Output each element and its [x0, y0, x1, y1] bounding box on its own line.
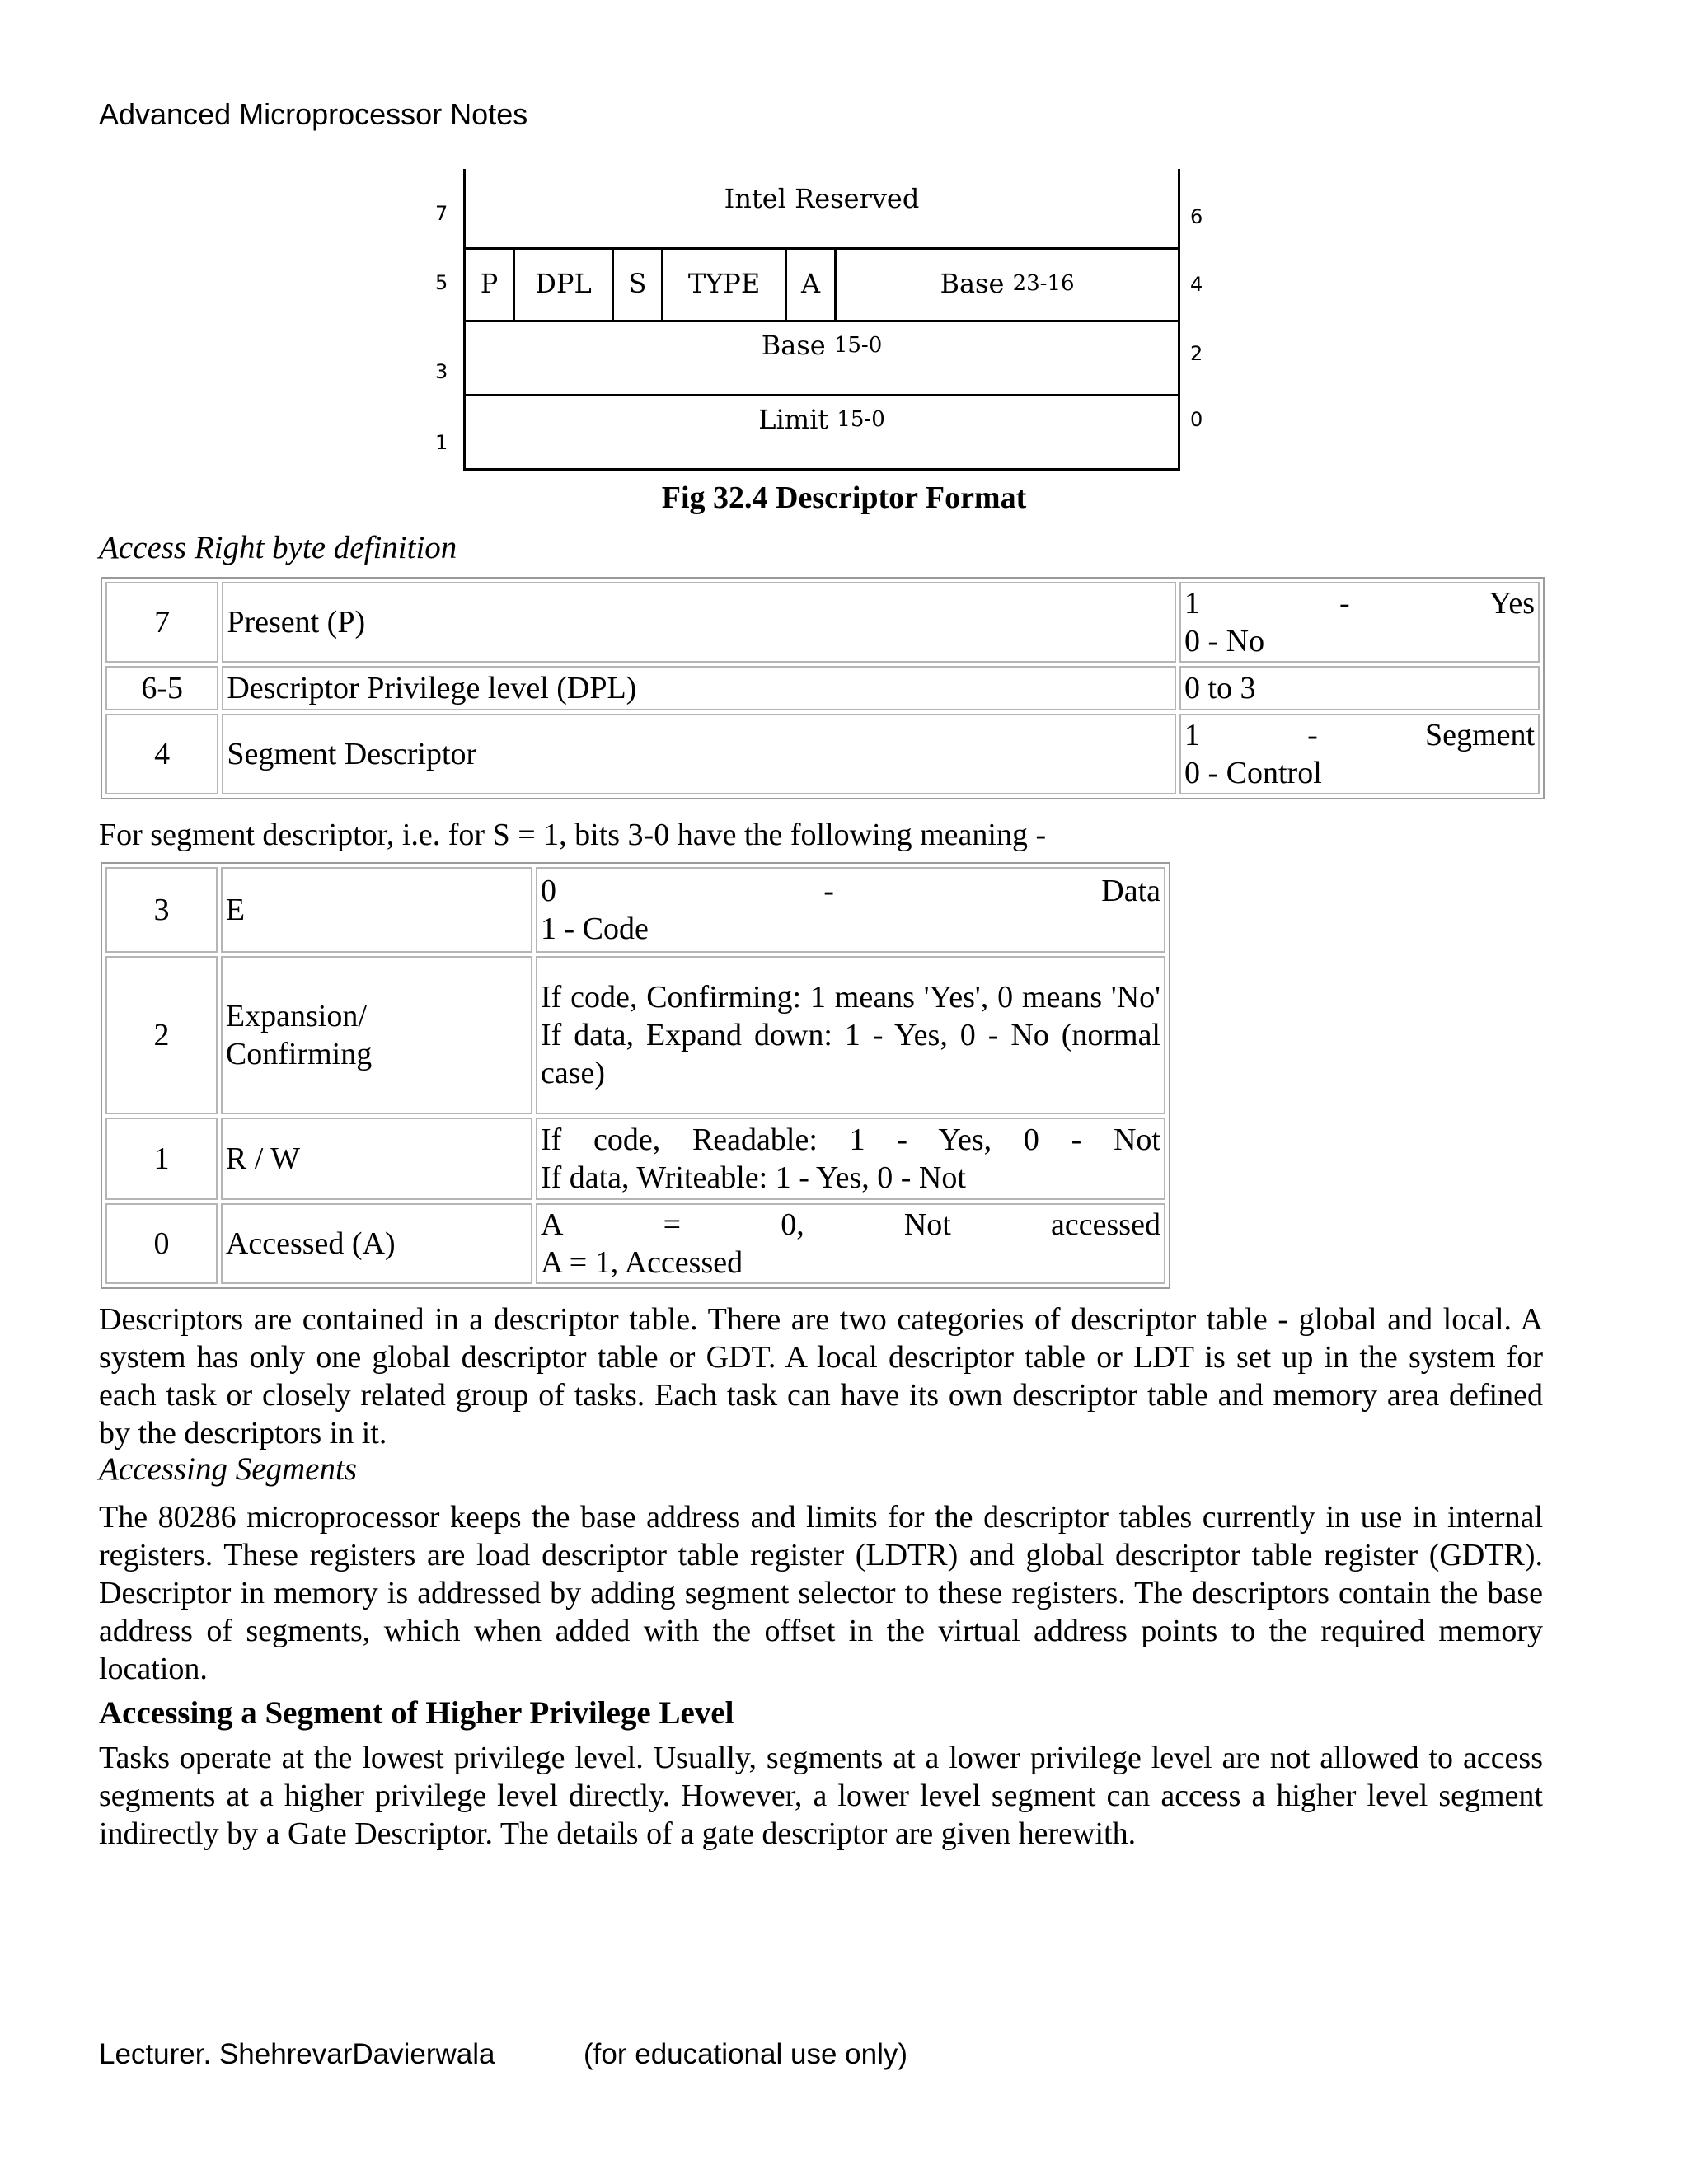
divider: [463, 468, 1180, 471]
meaning-line: If data, Writeable: 1 - Yes, 0 - Not: [540, 1160, 966, 1195]
segment-bits-table: [101, 862, 1170, 1289]
meaning-part: =: [663, 1207, 682, 1242]
limit-subscript: 15-0: [837, 407, 885, 432]
meaning-cell: [536, 1203, 1165, 1284]
name-line: Expansion/: [225, 999, 367, 1033]
bit-number-3: 3: [435, 360, 448, 383]
bit-cell: 2: [106, 956, 218, 1114]
table-row: [106, 666, 1540, 710]
bit-number-5: 5: [435, 271, 448, 294]
value-line: 0 - No: [1184, 624, 1265, 658]
bit-cell: 0: [106, 1203, 218, 1284]
meaning-line: If code, Readable: 1 - Yes, 0 - Not: [540, 1122, 1160, 1157]
footer-note: (for educational use only): [584, 2038, 907, 2070]
limit-15-0-label: [466, 382, 1178, 457]
desc-cell: Present (P): [222, 582, 1176, 663]
cell-dpl: DPL: [515, 247, 614, 320]
table-row: [106, 714, 1540, 794]
value-cell: [1179, 582, 1540, 663]
intel-reserved-label: Intel Reserved: [724, 182, 920, 214]
meaning-part: 0: [540, 874, 556, 908]
bit-cell: 6-5: [106, 666, 218, 710]
base-label: Base: [761, 330, 826, 361]
cell-a: A: [787, 247, 837, 320]
descriptor-format-diagram: [429, 169, 1253, 482]
meaning-part: Data: [1101, 874, 1160, 908]
name-cell: E: [221, 867, 532, 953]
desc-cell: Descriptor Privilege level (DPL): [222, 666, 1176, 710]
value-part: -: [1307, 718, 1318, 752]
meaning-cell: [536, 1118, 1165, 1200]
meaning-part: A: [540, 1207, 564, 1242]
value-part: 1: [1184, 586, 1200, 621]
table-row: [106, 1203, 1165, 1284]
cell-s: S: [614, 247, 663, 320]
table-row: [106, 1118, 1165, 1200]
access-right-table: [101, 577, 1545, 799]
name-line: Confirming: [225, 1037, 373, 1071]
cell-p: P: [466, 247, 515, 320]
name-cell: Accessed (A): [221, 1203, 532, 1284]
base-15-0-label: [466, 308, 1178, 382]
bit-number-6: 6: [1190, 205, 1203, 228]
value-line: 0 - Control: [1184, 756, 1322, 790]
bit-cell: 1: [106, 1118, 218, 1200]
base-subscript: 23-16: [1012, 271, 1075, 296]
base-subscript: 15-0: [833, 333, 883, 358]
figure-caption: Fig 32.4 Descriptor Format: [661, 480, 1027, 515]
table-row: [106, 582, 1540, 663]
intel-reserved-row: [463, 169, 1180, 247]
value-part: 1: [1184, 718, 1200, 752]
value-part: Yes: [1489, 586, 1535, 621]
bit-cell: 3: [106, 867, 218, 953]
paragraph-accessing-segments: The 80286 microprocessor keeps the base address and limits for the descriptor tables currently in use in internal registers. These registers are load descriptor table register (LDTR) and global descriptor table register (GDTR). Descriptor in memory is addressed by adding segment selector to these registers. The descriptors contain the base address of segments, which when added with the offset in the virtual address points to the required memory location.: [99, 1500, 1543, 1686]
bit-cell: 4: [106, 714, 218, 794]
value-part: Segment: [1425, 718, 1535, 752]
paragraph-higher-privilege: Tasks operate at the lowest privilege level. Usually, segments at a lower privilege level are not allowed to access segments at a higher privilege level directly. However, a lower level segment can access a higher level segment indirectly by a Gate Descriptor. The details of a gate descriptor are given herewith.: [99, 1741, 1543, 1851]
meaning-line: 1 - Code: [540, 912, 649, 946]
bit-number-7: 7: [435, 202, 448, 225]
name-cell: [221, 956, 532, 1114]
footer-lecturer: Lecturer. ShehrevarDavierwala: [99, 2038, 495, 2070]
bit-number-4: 4: [1190, 273, 1203, 296]
meaning-cell: [536, 867, 1165, 953]
base-label: Base: [940, 268, 1005, 299]
meaning-part: accessed: [1051, 1207, 1160, 1242]
access-right-heading: Access Right byte definition: [99, 530, 457, 565]
value-cell: 0 to 3: [1179, 666, 1540, 710]
name-cell: R / W: [221, 1118, 532, 1200]
meaning-cell: If code, Confirming: 1 means 'Yes', 0 means 'No' If data, Expand down: 1 - Yes, 0 - No (normal case): [536, 956, 1165, 1114]
bit-cell: 7: [106, 582, 218, 663]
paragraph-descriptor-tables: Descriptors are contained in a descriptor table. There are two categories of descriptor table - global and local. A system has only one global descriptor table or GDT. A local descriptor table or LDT is set up in the system for each task or closely related group of tasks. Each task can have its own descriptor table and memory area defined by the descriptors in it.: [99, 1302, 1543, 1451]
limit-label: Limit: [758, 404, 829, 435]
meaning-part: 0,: [781, 1207, 804, 1242]
segment-intro: For segment descriptor, i.e. for S = 1, bits 3-0 have the following meaning -: [99, 818, 1047, 852]
meaning-part: Not: [903, 1207, 951, 1242]
bit-number-1: 1: [435, 431, 448, 454]
cell-type: TYPE: [663, 247, 787, 320]
bit-number-0: 0: [1190, 408, 1203, 431]
heading-accessing-segments: Accessing Segments: [99, 1451, 357, 1487]
bit-number-2: 2: [1190, 342, 1203, 365]
meaning-part: -: [823, 874, 834, 908]
table-row: [106, 867, 1165, 953]
heading-higher-privilege: Accessing a Segment of Higher Privilege Level: [99, 1695, 734, 1731]
limit-15-0-row: [463, 394, 1180, 468]
meaning-line: A = 1, Accessed: [540, 1245, 743, 1280]
value-cell: [1179, 714, 1540, 794]
value-part: -: [1339, 586, 1350, 621]
desc-cell: Segment Descriptor: [222, 714, 1176, 794]
page-header-title: Advanced Microprocessor Notes: [99, 97, 528, 131]
table-row: [106, 956, 1165, 1114]
